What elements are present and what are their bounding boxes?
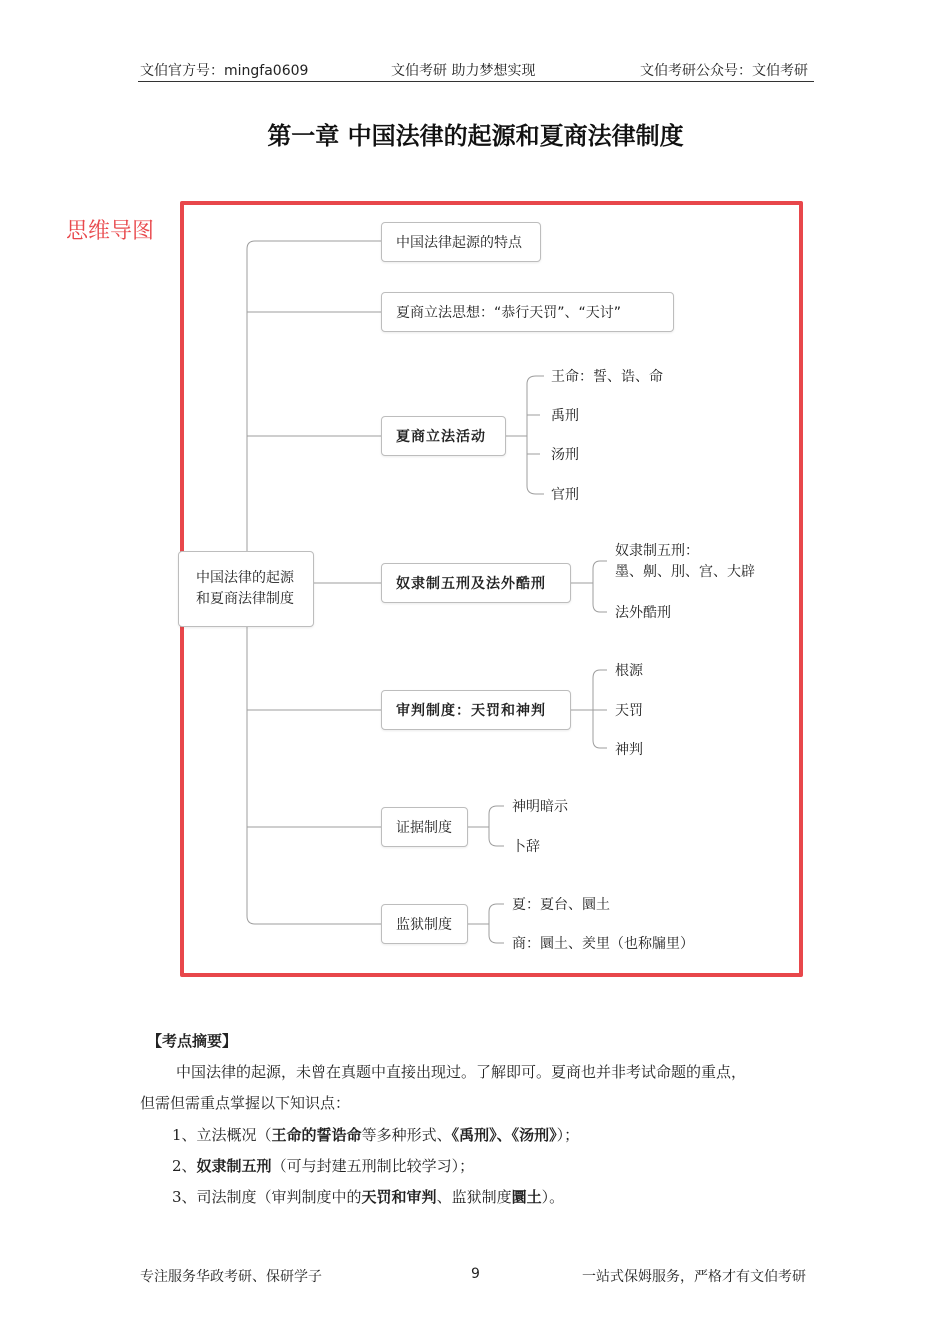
- branch-node-legislative-thought: [381, 292, 674, 332]
- leaf-shenpan: 神判: [615, 742, 643, 758]
- leaf-yuxing: 禹刑: [551, 408, 579, 424]
- page-number: 9: [471, 1266, 480, 1282]
- branch-node-legislative-activity: [381, 416, 506, 456]
- summary-item-3: [172, 1186, 564, 1207]
- branch-label: 审判制度：天罚和神判: [396, 703, 546, 719]
- item-bold: 奴隶制五刑: [196, 1157, 272, 1175]
- chapter-title: 第一章 中国法律的起源和夏商法律制度: [267, 122, 684, 150]
- summary-item-1: [172, 1124, 579, 1145]
- leaf-origin: 根源: [615, 663, 643, 679]
- header-left: 文伯官方号：mingfa0609: [140, 63, 309, 79]
- item-text: 2、: [172, 1157, 197, 1175]
- leaf-guanxing: 官刑: [551, 487, 579, 503]
- summary-heading: 【考点摘要】: [147, 1032, 238, 1050]
- item-text: 1、立法概况（: [172, 1126, 272, 1144]
- item-text: 等多种形式、: [361, 1126, 452, 1144]
- branch-label: 夏商立法活动: [396, 429, 486, 445]
- leaf-five-punishments-list: 墨、劓、刖、宫、大辟: [615, 564, 755, 580]
- leaf-xia-prison: 夏：夏台、圜土: [512, 897, 610, 913]
- branch-label: 奴隶制五刑及法外酷刑: [396, 576, 546, 592]
- item-text: （可与封建五刑制比较学习）；: [271, 1157, 475, 1175]
- item-bold: 圜土: [511, 1188, 542, 1206]
- header-center: 文伯考研 助力梦想实现: [391, 63, 536, 79]
- leaf-tangxing: 汤刑: [551, 447, 579, 463]
- leaf-five-punishments: [615, 541, 755, 583]
- item-text: ）。: [541, 1188, 565, 1206]
- summary-item-2: [172, 1155, 474, 1176]
- mindmap-root-node: [178, 551, 314, 627]
- branch-node-prison-system: [381, 904, 468, 944]
- summary-paragraph-line-2: 但需但需重点掌握以下知识点：: [140, 1094, 351, 1112]
- item-text: ）；: [556, 1126, 580, 1144]
- branch-node-origin-features: [381, 222, 541, 262]
- root-line-2: 和夏商法律制度: [196, 591, 294, 607]
- header-divider: [138, 81, 814, 82]
- item-text: 3、司法制度（审判制度中的: [172, 1188, 362, 1206]
- leaf-wangming: 王命：誓、诰、命: [551, 369, 663, 385]
- leaf-tianfa: 天罚: [615, 703, 643, 719]
- leaf-five-punishments-title: 奴隶制五刑：: [615, 543, 699, 559]
- branch-node-five-punishments: [381, 563, 571, 603]
- leaf-oracle: 卜辞: [512, 839, 540, 855]
- leaf-shang-prison: 商：圜土、羑里（也称牖里）: [512, 936, 694, 952]
- branch-label: 证据制度: [396, 820, 452, 836]
- item-bold: 《禹刑》、《汤刑》: [451, 1126, 557, 1144]
- branch-label: 监狱制度: [396, 917, 452, 933]
- item-text: 、监狱制度: [436, 1188, 512, 1206]
- item-bold: 天罚和审判: [361, 1188, 437, 1206]
- summary-paragraph-line-1: 中国法律的起源，未曾在真题中直接出现过。了解即可。夏商也并非考试命题的重点，: [176, 1063, 747, 1081]
- branch-node-evidence-system: [381, 807, 468, 847]
- leaf-extralegal-torture: 法外酷刑: [615, 605, 671, 621]
- item-bold: 王命的誓诰命: [271, 1126, 362, 1144]
- branch-node-trial-system: [381, 690, 571, 730]
- footer-left: 专注服务华政考研、保研学子: [140, 1269, 322, 1285]
- footer-right: 一站式保姆服务，严格才有文伯考研: [582, 1269, 806, 1285]
- leaf-divine-hint: 神明暗示: [512, 799, 568, 815]
- branch-label: 夏商立法思想：“恭行天罚”、“天讨”: [396, 305, 622, 321]
- branch-label: 中国法律起源的特点: [396, 235, 522, 251]
- root-line-1: 中国法律的起源: [196, 570, 294, 586]
- mindmap-label: 思维导图: [66, 219, 155, 244]
- header-right: 文伯考研公众号：文伯考研: [640, 63, 808, 79]
